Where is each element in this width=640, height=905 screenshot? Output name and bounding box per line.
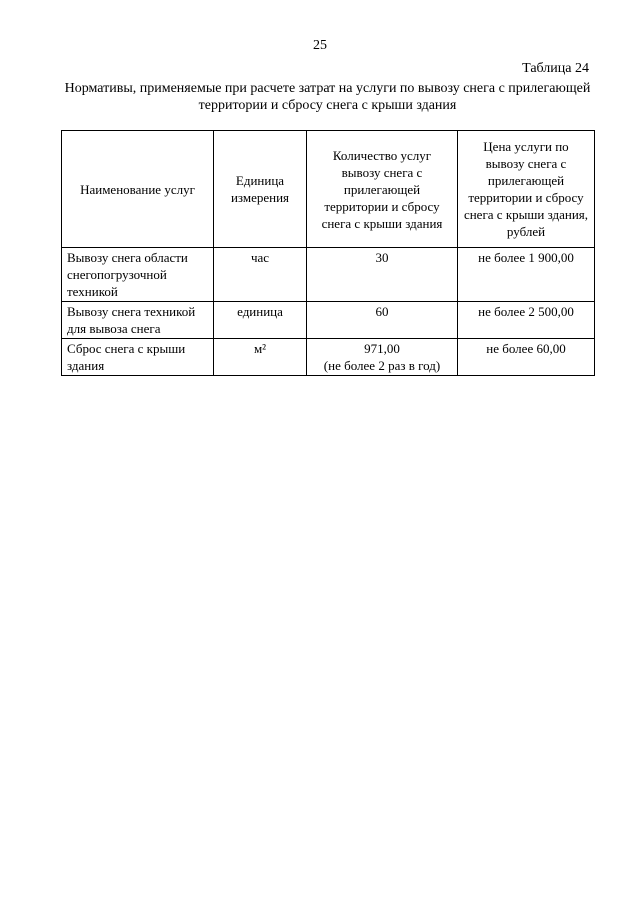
header-quantity: Количество услуг вывозу снега с прилегающей территории и сбросу снега с крыши здания bbox=[307, 131, 458, 248]
service-name-cell: Сброс снега с крыши здания bbox=[62, 339, 214, 376]
table-label: Таблица 24 bbox=[522, 61, 589, 76]
table-title: Нормативы, применяемые при расчете затрат на услуги по вывозу снега с прилегающей территории и сбросу снега с крыши здания bbox=[64, 81, 591, 113]
service-name-cell: Вывозу снега области снегопогрузочной техникой bbox=[62, 248, 214, 302]
service-name-cell: Вывозу снега техникой для вывоза снега bbox=[62, 302, 214, 339]
header-price: Цена услуги по вывозу снега с прилегающей территории и сбросу снега с крыши здания, рублей bbox=[458, 131, 595, 248]
unit-cell: час bbox=[214, 248, 307, 302]
table-row bbox=[62, 248, 595, 302]
table-row bbox=[62, 339, 595, 376]
unit-cell: м² bbox=[214, 339, 307, 376]
price-cell: не более 2 500,00 bbox=[458, 302, 595, 339]
table-header-row bbox=[62, 131, 595, 248]
price-cell: не более 1 900,00 bbox=[458, 248, 595, 302]
price-cell: не более 60,00 bbox=[458, 339, 595, 376]
quantity-note: (не более 2 раз в год) bbox=[323, 358, 441, 373]
quantity-cell bbox=[307, 339, 458, 376]
header-unit: Единица измерения bbox=[214, 131, 307, 248]
page-number: 25 bbox=[313, 38, 327, 53]
norms-table bbox=[61, 130, 595, 376]
unit-cell: единица bbox=[214, 302, 307, 339]
quantity-value: 971,00 bbox=[364, 341, 400, 356]
quantity-cell: 60 bbox=[307, 302, 458, 339]
header-service-name: Наименование услуг bbox=[62, 131, 214, 248]
table-row bbox=[62, 302, 595, 339]
quantity-cell: 30 bbox=[307, 248, 458, 302]
